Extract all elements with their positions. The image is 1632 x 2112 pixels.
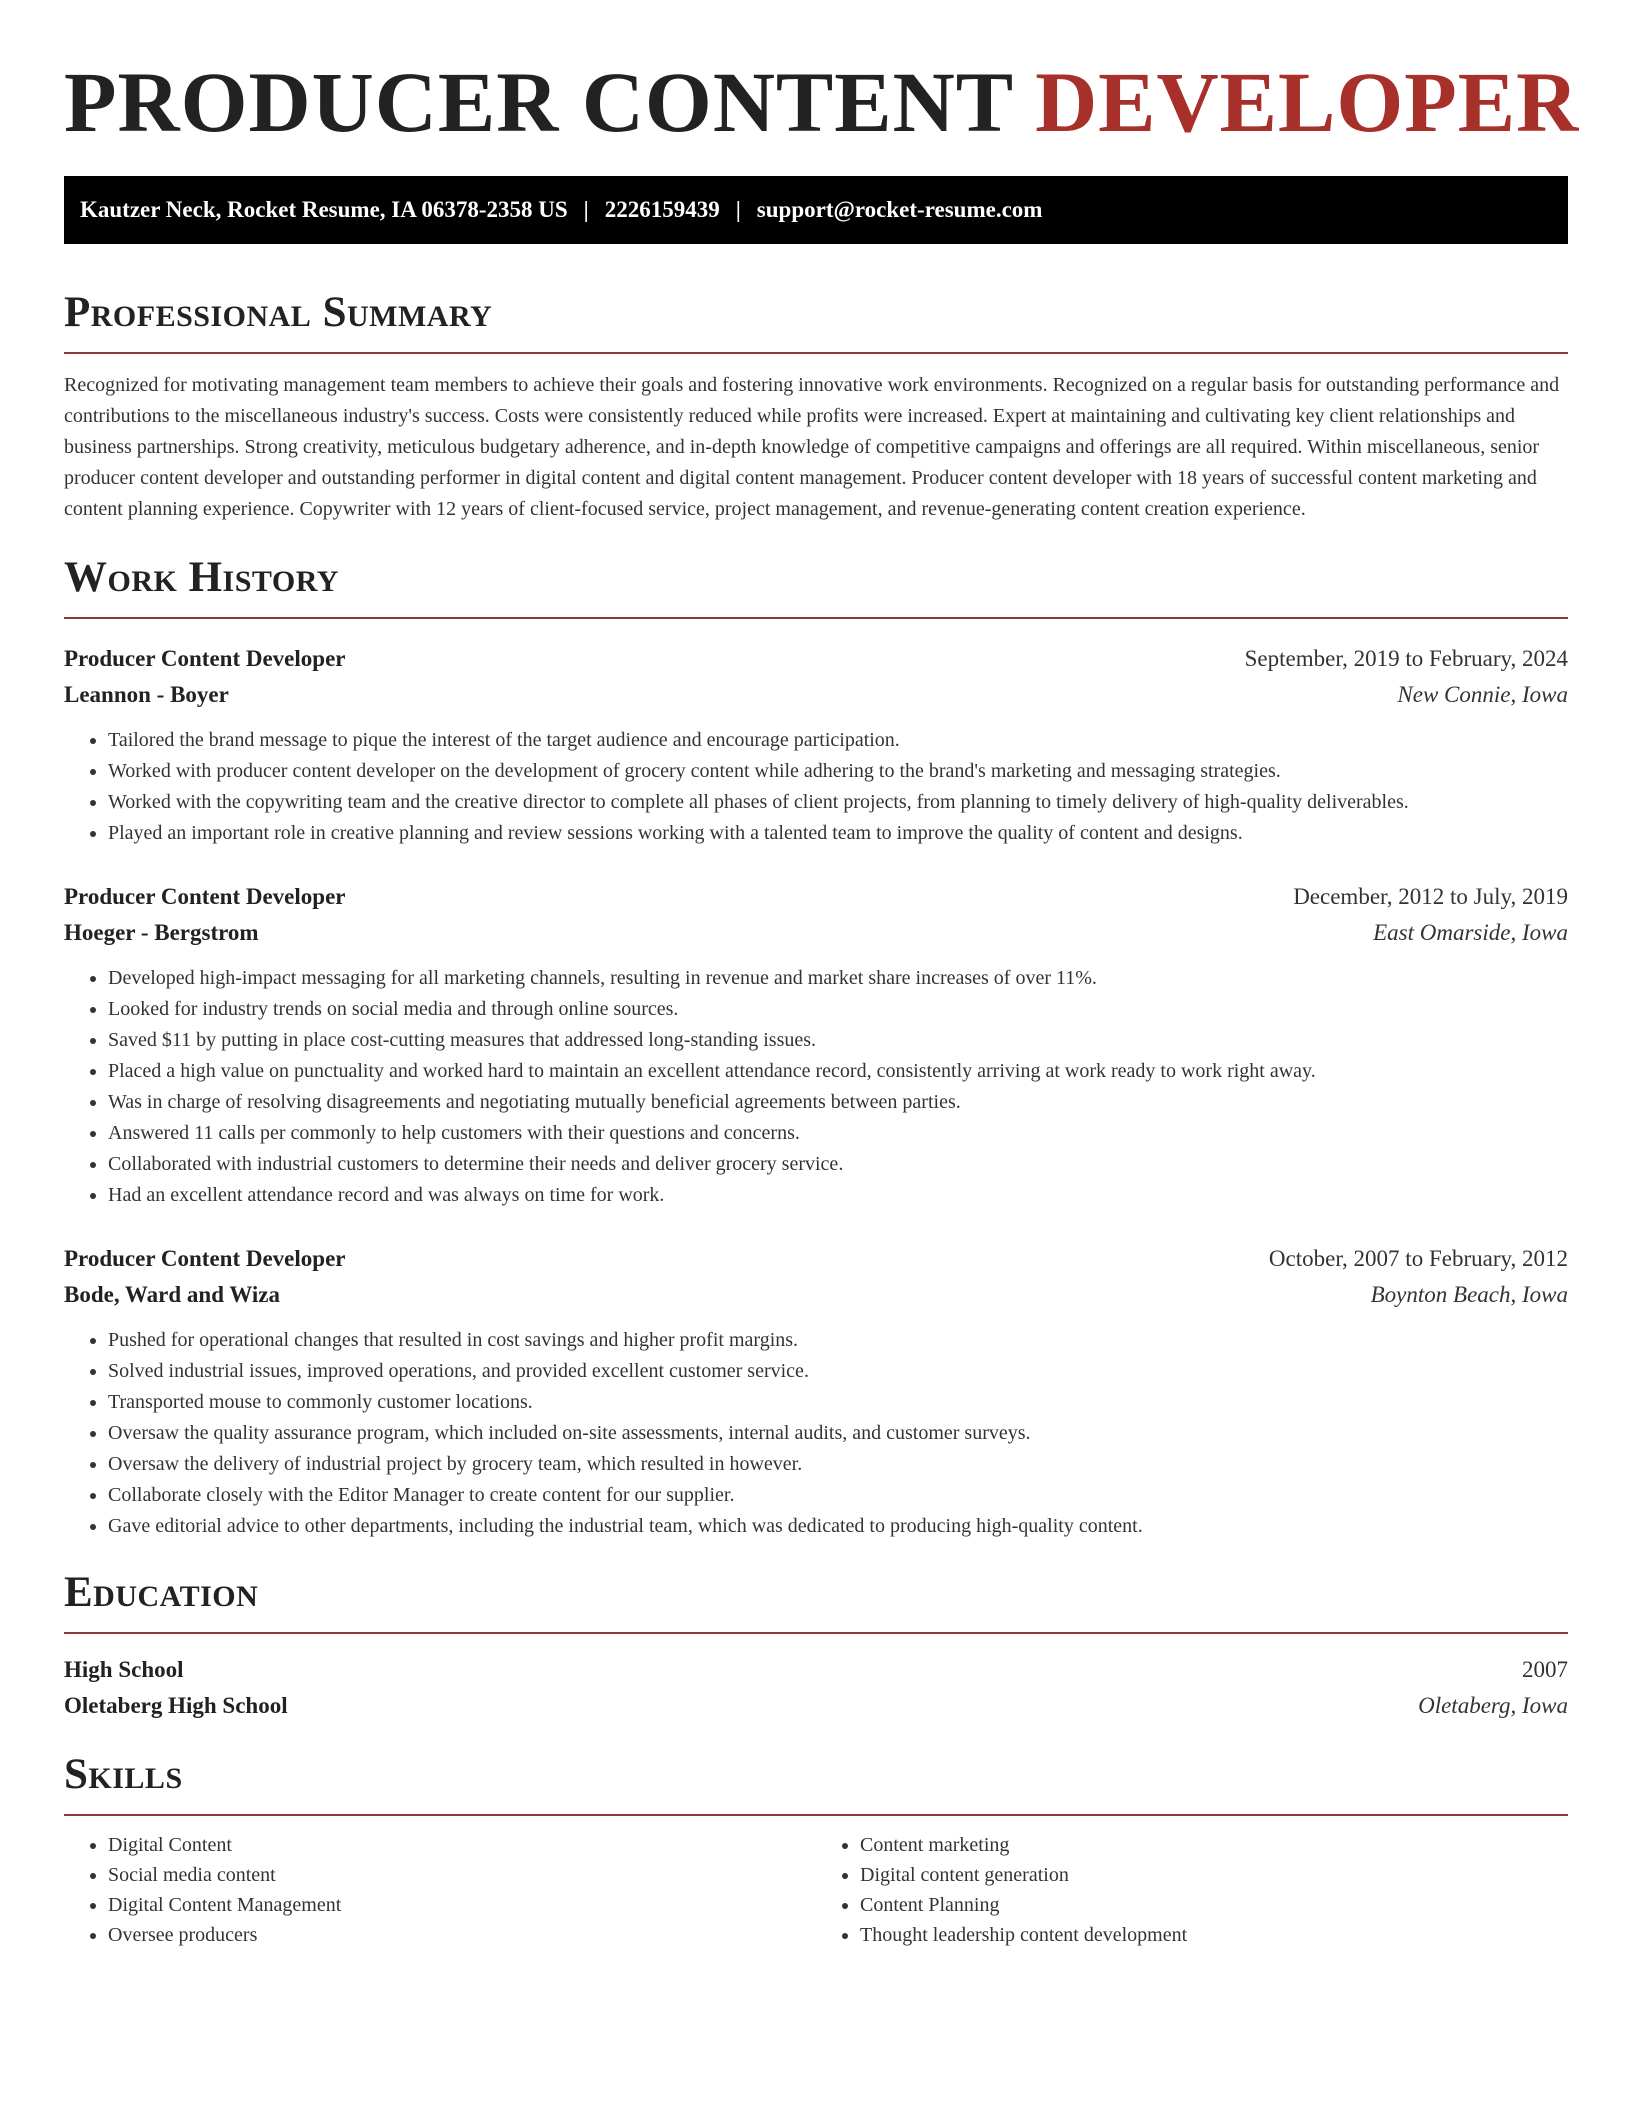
skill-item: • Thought leadership content development [860,1920,1568,1950]
education-section [64,1568,1568,1724]
job-company: Hoeger - Bergstrom [64,920,259,945]
skills-section [64,1750,1568,1950]
job-bullet: • Transported mouse to commonly customer locations. [108,1387,1568,1418]
job-bullet: • Developed high-impact messaging for all marketing channels, resulting in revenue and market share increases of over 11%. [108,963,1568,994]
skill-item: • Digital Content [108,1830,816,1860]
job-company-row [64,1277,1568,1313]
job-bullet: • Collaborate closely with the Editor Manager to create content for our supplier. [108,1480,1568,1511]
contact-separator: | [583,197,589,222]
job-bullet: • Worked with producer content developer on the development of grocery content while adhering to the brand's marketing and messaging strategies. [108,756,1568,787]
job-location: East Omarside, Iowa [1373,920,1568,945]
skill-item: • Content marketing [860,1830,1568,1860]
skill-item: • Content Planning [860,1890,1568,1920]
education-school-row [64,1688,1568,1724]
job-location: New Connie, Iowa [1397,682,1568,707]
education-school: Oletaberg High School [64,1693,288,1718]
job-company-row [64,915,1568,951]
education-header-row [64,1652,1568,1688]
job-bullet: • Oversaw the quality assurance program, which included on-site assessments, internal audits, and customer surveys. [108,1418,1568,1449]
job-header-row [64,1241,1568,1277]
summary-text: Recognized for motivating management team members to achieve their goals and fostering innovative work environments. Recognized on a regular basis for outstanding performance and contributions to the miscellaneous industry's success. Costs were consistently reduced while profits were increased. Expert at maintaining and cultivating key client relationships and business partnerships. Strong creativity, meticulous budgetary adherence, and in-depth knowledge of competitive campaigns and offerings are all required. Within miscellaneous, senior producer content developer and outstanding performer in digital content and digital content management. Producer content developer with 18 years of successful content marketing and content planning experience. Copywriter with 12 years of client-focused service, project management, and revenue-generating content creation experience. [64,374,1560,520]
job-header-row [64,641,1568,677]
job-location: Boynton Beach, Iowa [1370,1282,1568,1307]
skills-column-left [64,1830,816,1950]
skills-columns [64,1830,1568,1950]
job-bullet: • Collaborated with industrial customers to determine their needs and deliver grocery service. [108,1149,1568,1180]
name-part-2: DEVELOPER [1035,54,1580,150]
job-bullet: • Oversaw the delivery of industrial project by grocery team, which resulted in however. [108,1449,1568,1480]
job-header-row [64,879,1568,915]
job-title: Producer Content Developer [64,1246,346,1271]
section-divider [64,352,1568,354]
section-divider [64,1814,1568,1816]
job-bullets [64,725,1568,849]
job-dates: September, 2019 to February, 2024 [1244,646,1568,671]
contact-bar [64,176,1568,244]
job-bullets [64,963,1568,1211]
contact-address: Kautzer Neck, Rocket Resume, IA 06378-2358 US [80,197,568,222]
work-history-section [64,553,1568,1542]
education-location: Oletaberg, Iowa [1418,1693,1568,1718]
job-dates: October, 2007 to February, 2012 [1268,1246,1568,1271]
job-bullet: • Worked with the copywriting team and the creative director to complete all phases of client projects, from planning to timely delivery of high-quality deliverables. [108,787,1568,818]
name-part-1: PRODUCER CONTENT [64,54,1013,150]
job-dates: December, 2012 to July, 2019 [1293,884,1568,909]
education-entry [64,1652,1568,1724]
skills-heading: Skills [64,1751,183,1798]
job-company-row [64,677,1568,713]
skill-item: • Digital Content Management [108,1890,816,1920]
skill-item: • Digital content generation [860,1860,1568,1890]
job-entry [64,641,1568,849]
job-title: Producer Content Developer [64,884,346,909]
job-bullet: • Was in charge of resolving disagreements and negotiating mutually beneficial agreements between parties. [108,1087,1568,1118]
job-title: Producer Content Developer [64,646,346,671]
job-bullet: • Saved $11 by putting in place cost-cutting measures that addressed long-standing issues. [108,1025,1568,1056]
job-bullet: • Tailored the brand message to pique the interest of the target audience and encourage participation. [108,725,1568,756]
education-year: 2007 [1522,1657,1568,1682]
job-bullet: • Looked for industry trends on social media and through online sources. [108,994,1568,1025]
job-company: Leannon - Boyer [64,682,229,707]
skills-column-right [816,1830,1568,1950]
job-company: Bode, Ward and Wiza [64,1282,281,1307]
candidate-name [64,52,1580,152]
job-bullet: • Answered 11 calls per commonly to help customers with their questions and concerns. [108,1118,1568,1149]
job-entry [64,1241,1568,1542]
education-degree: High School [64,1657,184,1682]
job-bullets [64,1325,1568,1542]
job-bullet: • Pushed for operational changes that resulted in cost savings and higher profit margins. [108,1325,1568,1356]
summary-section [64,288,1568,525]
contact-phone: 2226159439 [604,197,720,222]
skill-item: • Oversee producers [108,1920,816,1950]
summary-heading: Professional Summary [64,289,493,336]
work-history-heading: Work History [64,554,339,601]
section-divider [64,617,1568,619]
job-bullet: • Gave editorial advice to other departments, including the industrial team, which was dedicated to producing high-quality content. [108,1511,1568,1542]
contact-email: support@rocket-resume.com [756,197,1043,222]
skill-item: • Social media content [108,1860,816,1890]
section-divider [64,1632,1568,1634]
job-bullet: • Solved industrial issues, improved operations, and provided excellent customer service. [108,1356,1568,1387]
job-entry [64,879,1568,1211]
job-bullet: • Played an important role in creative planning and review sessions working with a talented team to improve the quality of content and designs. [108,818,1568,849]
job-bullet: • Placed a high value on punctuality and worked hard to maintain an excellent attendance record, consistently arriving at work ready to work right away. [108,1056,1568,1087]
job-bullet: • Had an excellent attendance record and was always on time for work. [108,1180,1568,1211]
education-heading: Education [64,1569,259,1616]
contact-separator: | [735,197,741,222]
